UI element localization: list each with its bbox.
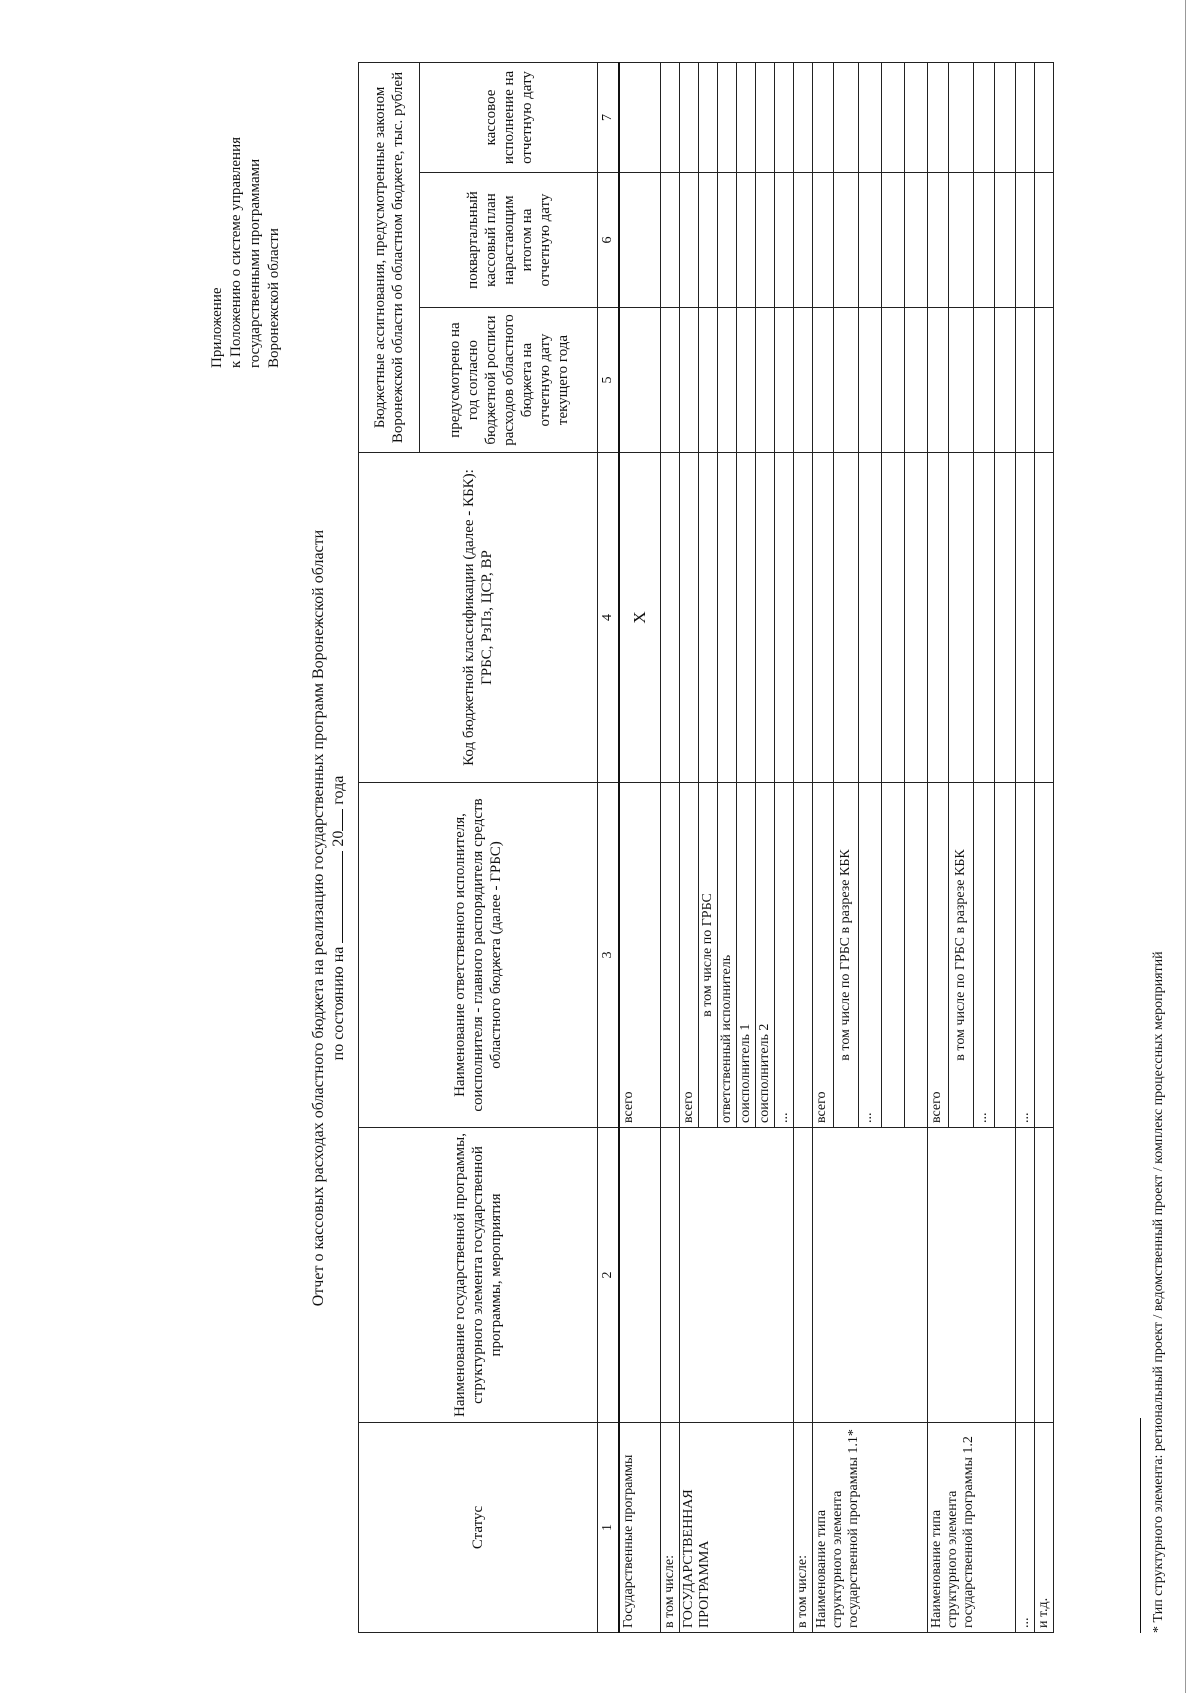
executor-cell: всего — [680, 783, 699, 1128]
value-cell — [834, 173, 859, 308]
value-cell — [737, 173, 756, 308]
program-name-cell — [794, 1128, 813, 1423]
value-cell — [661, 308, 680, 453]
value-cell — [775, 308, 794, 453]
value-cell — [813, 62, 834, 172]
executor-cell: ... — [974, 783, 995, 1128]
executor-cell: в том числе по ГРБС в разрезе КБК — [949, 783, 974, 1128]
value-cell — [680, 308, 699, 453]
column-number: 6 — [598, 173, 620, 308]
value-cell — [834, 308, 859, 453]
value-cell — [928, 173, 949, 308]
appendix-line: Приложение — [209, 287, 225, 368]
status-cell: Наименование типа структурного элемента государственной программы 1.1* — [813, 1423, 928, 1633]
value-cell — [859, 173, 882, 308]
column-number: 4 — [598, 453, 620, 783]
value-cell — [794, 62, 813, 172]
value-cell — [928, 62, 949, 172]
value-cell — [718, 308, 737, 453]
value-cell — [794, 173, 813, 308]
header-kbk: Код бюджетной классификации (далее - КБК): ГРБС, РзПз, ЦСР, ВР — [359, 453, 598, 783]
kbk-cell — [995, 453, 1016, 783]
executor-cell — [661, 783, 680, 1128]
status-cell: Наименование типа структурного элемента государственной программы 1.2 — [928, 1423, 1016, 1633]
kbk-cell — [882, 453, 905, 783]
program-name-cell — [1035, 1128, 1054, 1423]
kbk-cell — [775, 453, 794, 783]
value-cell — [928, 308, 949, 453]
value-cell — [756, 173, 775, 308]
value-cell — [905, 308, 928, 453]
value-cell — [949, 173, 974, 308]
kbk-cell — [905, 453, 928, 783]
kbk-cell — [680, 453, 699, 783]
value-cell — [718, 173, 737, 308]
kbk-cell — [928, 453, 949, 783]
executor-cell — [1035, 783, 1054, 1128]
value-cell — [775, 173, 794, 308]
date-prefix: по состоянию на — [330, 946, 347, 1061]
table-row — [619, 62, 661, 1632]
executor-cell: в том числе по ГРБС в разрезе КБК — [834, 783, 859, 1128]
program-name-cell — [928, 1128, 1016, 1423]
executor-cell: всего — [813, 783, 834, 1128]
header-quarterly: поквартальный кассовый план нарастающим итогом на отчетную дату — [420, 173, 598, 308]
kbk-cell: X — [619, 453, 661, 783]
value-cell — [974, 62, 995, 172]
value-cell — [1035, 308, 1054, 453]
kbk-cell — [859, 453, 882, 783]
value-cell — [756, 308, 775, 453]
kbk-cell — [718, 453, 737, 783]
value-cell — [737, 308, 756, 453]
date-year-prefix: 20 — [330, 830, 347, 847]
header-budget-group: Бюджетные ассигнования, предусмотренные законом Воронежской области об областном бюджете, тыс. рублей — [359, 62, 420, 452]
value-cell — [619, 173, 661, 308]
status-cell: в том числе: — [794, 1423, 813, 1633]
value-cell — [661, 62, 680, 172]
report-date-line — [329, 253, 349, 1583]
value-cell — [813, 173, 834, 308]
executor-cell: соисполнитель 1 — [737, 783, 756, 1128]
value-cell — [619, 62, 661, 172]
table-row — [794, 62, 813, 1632]
value-cell — [699, 308, 718, 453]
executor-cell — [905, 783, 928, 1128]
status-cell: ГОСУДАРСТВЕННАЯ ПРОГРАММА — [680, 1423, 794, 1633]
kbk-cell — [974, 453, 995, 783]
program-name-cell — [680, 1128, 794, 1423]
kbk-cell — [661, 453, 680, 783]
value-cell — [995, 308, 1016, 453]
executor-cell: в том числе по ГРБС — [699, 783, 718, 1128]
value-cell — [905, 62, 928, 172]
value-cell — [1035, 173, 1054, 308]
value-cell — [949, 62, 974, 172]
kbk-cell — [794, 453, 813, 783]
header-row — [359, 62, 420, 1632]
value-cell — [1016, 62, 1035, 172]
appendix-line: Воронежской области — [266, 228, 282, 368]
executor-cell: всего — [928, 783, 949, 1128]
executor-cell: всего — [619, 783, 661, 1128]
executor-cell: ... — [1016, 783, 1035, 1128]
value-cell — [699, 62, 718, 172]
column-number: 2 — [598, 1128, 620, 1423]
value-cell — [882, 308, 905, 453]
table-row — [928, 62, 949, 1632]
value-cell — [794, 308, 813, 453]
kbk-cell — [737, 453, 756, 783]
value-cell — [882, 173, 905, 308]
header-program-name: Наименование государственной программы, структурного элемента государственной программы, мероприятия — [359, 1128, 598, 1423]
header-executor: Наименование ответственного исполнителя, соисполнителя - главного распорядителя средств областного бюджета (далее - ГРБС) — [359, 783, 598, 1128]
kbk-cell — [1035, 453, 1054, 783]
value-cell — [1035, 62, 1054, 172]
executor-cell — [794, 783, 813, 1128]
value-cell — [718, 62, 737, 172]
column-number: 1 — [598, 1423, 620, 1633]
date-blank — [330, 851, 343, 943]
appendix-line: государственными программами — [247, 158, 263, 368]
appendix-block — [208, 28, 284, 368]
kbk-cell — [1016, 453, 1035, 783]
header-planned: предусмотрено на год согласно бюджетной росписи расходов областного бюджета на отчетную дату текущего года — [420, 308, 598, 453]
date-suffix: года — [330, 775, 347, 805]
value-cell — [619, 308, 661, 453]
header-status: Статус — [359, 1423, 598, 1633]
report-title — [309, 253, 349, 1583]
value-cell — [680, 62, 699, 172]
value-cell — [775, 62, 794, 172]
column-number: 5 — [598, 308, 620, 453]
kbk-cell — [813, 453, 834, 783]
executor-cell: соисполнитель 2 — [756, 783, 775, 1128]
table-row — [661, 62, 680, 1632]
value-cell — [949, 308, 974, 453]
executor-cell: ... — [859, 783, 882, 1128]
value-cell — [756, 62, 775, 172]
kbk-cell — [949, 453, 974, 783]
program-name-cell — [619, 1128, 661, 1423]
value-cell — [995, 173, 1016, 308]
value-cell — [974, 308, 995, 453]
table-row — [813, 62, 834, 1632]
report-title-line: Отчет о кассовых расходах областного бюджета на реализацию государственных программ Воронежской области — [310, 529, 327, 1307]
value-cell — [699, 173, 718, 308]
column-number: 3 — [598, 783, 620, 1128]
footnote: * Тип структурного элемента: региональный проект / ведомственный проект / комплекс процессных мероприятий — [1151, 951, 1166, 1633]
year-blank — [330, 809, 343, 831]
executor-cell — [995, 783, 1016, 1128]
report-table — [358, 62, 1054, 1633]
executor-cell: ... — [775, 783, 794, 1128]
footnote-divider — [1140, 1418, 1141, 1633]
column-number: 7 — [598, 62, 620, 172]
value-cell — [661, 173, 680, 308]
header-cash: кассовое исполнение на отчетную дату — [420, 62, 598, 172]
scan-edge-line — [1185, 0, 1186, 1693]
status-cell: Государственные программы — [619, 1423, 661, 1633]
program-name-cell — [813, 1128, 928, 1423]
status-cell: ... — [1016, 1423, 1035, 1633]
table-row — [1035, 62, 1054, 1632]
value-cell — [834, 62, 859, 172]
value-cell — [737, 62, 756, 172]
kbk-cell — [756, 453, 775, 783]
column-number-row — [598, 62, 620, 1632]
value-cell — [680, 173, 699, 308]
kbk-cell — [834, 453, 859, 783]
value-cell — [905, 173, 928, 308]
status-cell: и т.д. — [1035, 1423, 1054, 1633]
kbk-cell — [699, 453, 718, 783]
table-row — [1016, 62, 1035, 1632]
program-name-cell — [661, 1128, 680, 1423]
program-name-cell — [1016, 1128, 1035, 1423]
value-cell — [859, 62, 882, 172]
value-cell — [974, 173, 995, 308]
value-cell — [995, 62, 1016, 172]
value-cell — [1016, 173, 1035, 308]
executor-cell — [882, 783, 905, 1128]
value-cell — [882, 62, 905, 172]
status-cell: в том числе: — [661, 1423, 680, 1633]
value-cell — [859, 308, 882, 453]
value-cell — [813, 308, 834, 453]
table-row — [680, 62, 699, 1632]
executor-cell: ответственный исполнитель — [718, 783, 737, 1128]
appendix-line: к Положению о системе управления — [228, 137, 244, 368]
value-cell — [1016, 308, 1035, 453]
